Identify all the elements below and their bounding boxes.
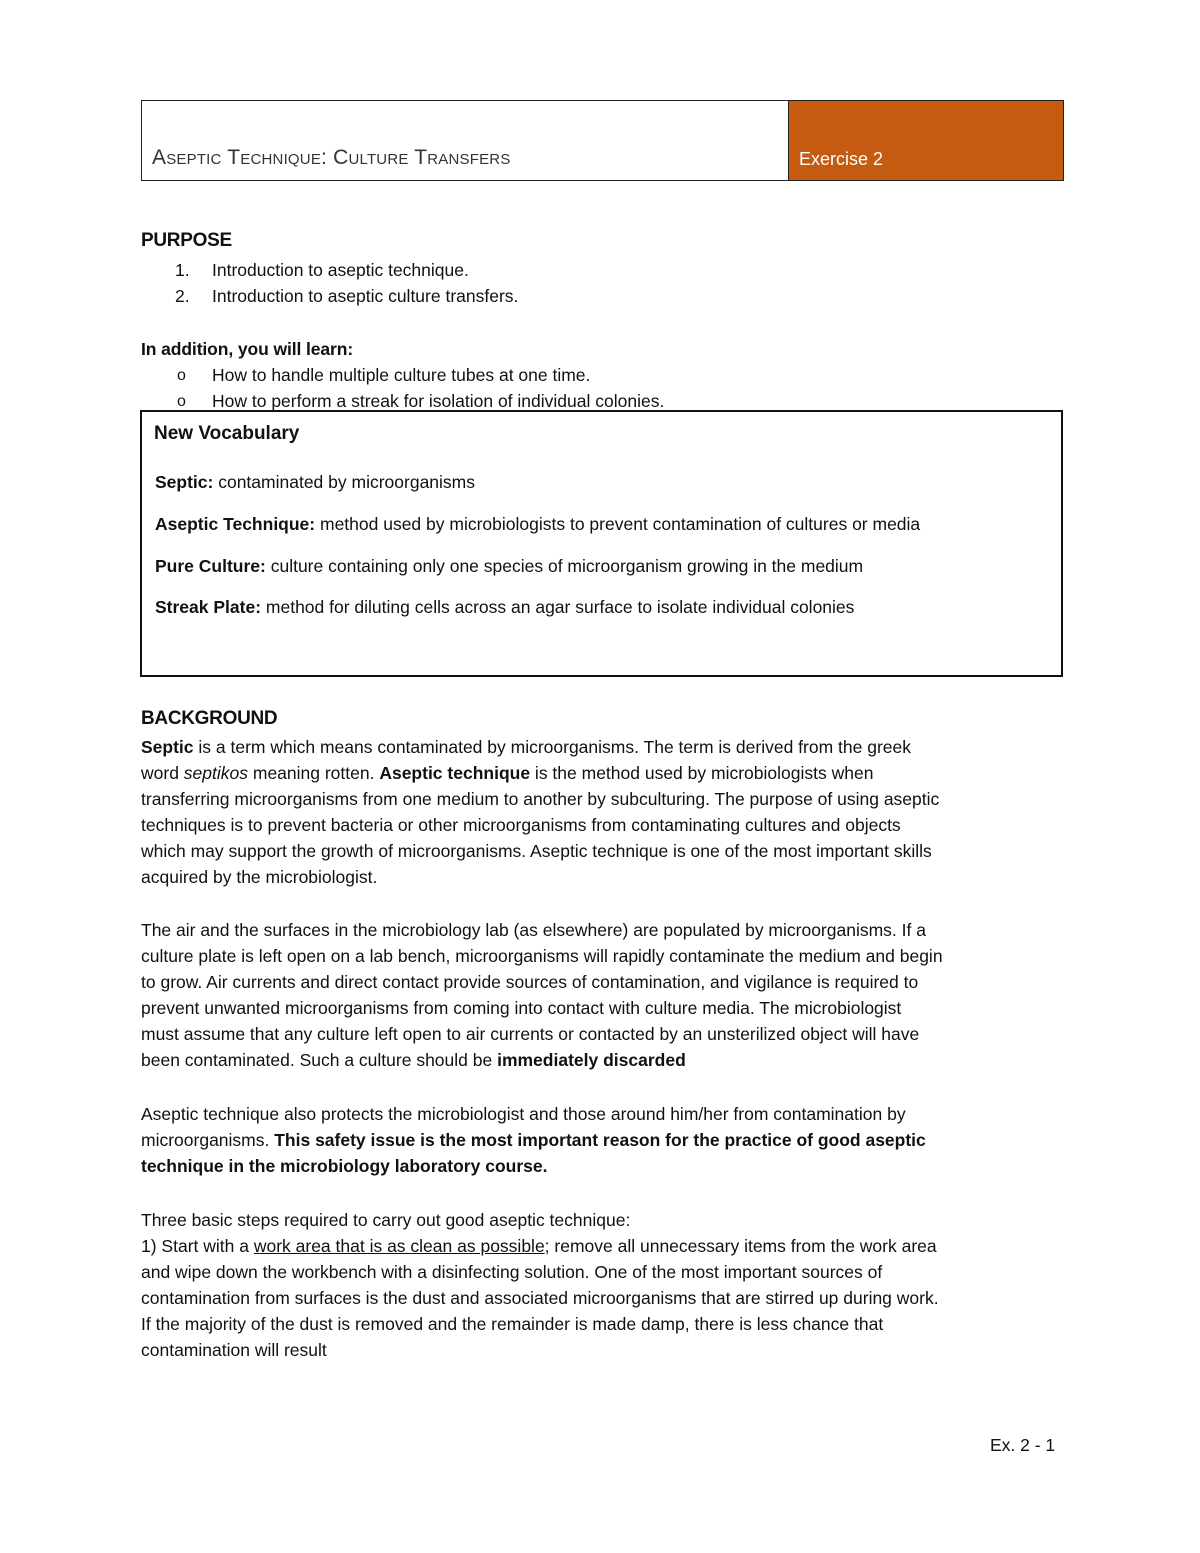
bg-p2-line-4: prevent unwanted microorganisms from coming into contact with culture media. The microbiologist <box>141 998 902 1018</box>
purpose-num-1: 1. <box>175 260 190 280</box>
vocab-item-aseptic-technique <box>155 514 920 535</box>
vocab-term: Aseptic Technique: <box>155 514 316 534</box>
background-heading: BACKGROUND <box>141 708 278 729</box>
bullet-2: o <box>177 393 186 410</box>
vocabulary-heading: New Vocabulary <box>154 423 300 444</box>
header-table <box>141 100 1064 181</box>
learn-heading: In addition, you will learn: <box>141 339 354 359</box>
vocab-def: method used by microbiologists to prevent contamination of cultures or media <box>315 514 921 534</box>
purpose-num-2: 2. <box>175 286 190 306</box>
learn-item-2: How to perform a streak for isolation of individual colonies. <box>212 391 665 411</box>
bg-p2-line-1: The air and the surfaces in the microbiology lab (as elsewhere) are populated by microorganisms. If a <box>141 920 926 940</box>
bg-p2-line-5: must assume that any culture left open to air currents or contacted by an unsterilized object will have <box>141 1024 920 1044</box>
bg-p2-line-6: been contaminated. Such a culture should be immediately discarded <box>141 1050 686 1070</box>
vocab-term: Pure Culture: <box>155 556 266 576</box>
vocab-def: method for diluting cells across an agar surface to isolate individual colonies <box>261 597 855 617</box>
vocab-def: culture containing only one species of microorganism growing in the medium <box>265 556 864 576</box>
bg-p4-line-4: contamination from surfaces is the dust and associated microorganisms that are stirred up during work. <box>141 1288 939 1308</box>
bg-p1-line-6: acquired by the microbiologist. <box>141 867 378 887</box>
bg-p2-line-2: culture plate is left open on a lab bench, microorganisms will rapidly contaminate the medium and begin <box>141 946 943 966</box>
purpose-item-2: Introduction to aseptic culture transfers. <box>212 286 519 306</box>
bg-p1-line-2: word septikos meaning rotten. Aseptic technique is the method used by microbiologists when <box>141 763 874 783</box>
purpose-item-1: Introduction to aseptic technique. <box>212 260 469 280</box>
bg-p4-line-6: contamination will result <box>141 1340 327 1360</box>
page-number: Ex. 2 - 1 <box>990 1435 1056 1455</box>
bg-p3-line-3: technique in the microbiology laboratory course. <box>141 1156 548 1176</box>
vocab-item-streak-plate <box>155 597 854 618</box>
bg-p1-line-5: which may support the growth of microorganisms. Aseptic technique is one of the most important skills <box>141 841 932 861</box>
vocab-item-septic <box>155 472 475 493</box>
vocabulary-box <box>140 410 1063 677</box>
learn-item-1: How to handle multiple culture tubes at one time. <box>212 365 591 385</box>
purpose-heading: PURPOSE <box>141 230 232 251</box>
bg-p4-line-1: Three basic steps required to carry out good aseptic technique: <box>141 1210 631 1230</box>
vocab-def: contaminated by microorganisms <box>213 472 475 492</box>
bg-p4-line-5: If the majority of the dust is removed and the remainder is made damp, there is less chance that <box>141 1314 884 1334</box>
bg-p3-line-2: microorganisms. This safety issue is the most important reason for the practice of good aseptic <box>141 1130 926 1150</box>
bg-p4-line-3: and wipe down the workbench with a disinfecting solution. One of the most important sources of <box>141 1262 883 1282</box>
bg-p2-line-3: to grow. Air currents and direct contact provide sources of contamination, and vigilance is required to <box>141 972 919 992</box>
vocab-term: Septic: <box>155 472 214 492</box>
vocab-item-pure-culture <box>155 556 863 577</box>
exercise-title: Aseptic Technique: Culture Transfers <box>141 100 788 181</box>
vocab-term: Streak Plate: <box>155 597 262 617</box>
bg-p1-line-3: transferring microorganisms from one medium to another by subculturing. The purpose of using aseptic <box>141 789 940 809</box>
bg-p1-line-1: Septic is a term which means contaminated by microorganisms. The term is derived from the greek <box>141 737 911 757</box>
bullet-1: o <box>177 367 186 384</box>
bg-p1-line-4: techniques is to prevent bacteria or other microorganisms from contaminating cultures and objects <box>141 815 901 835</box>
bg-p3-line-1: Aseptic technique also protects the microbiologist and those around him/her from contamination by <box>141 1104 906 1124</box>
exercise-number: Exercise 2 <box>788 100 1064 181</box>
bg-p4-line-2: 1) Start with a work area that is as clean as possible; remove all unnecessary items from the work area <box>141 1236 937 1256</box>
